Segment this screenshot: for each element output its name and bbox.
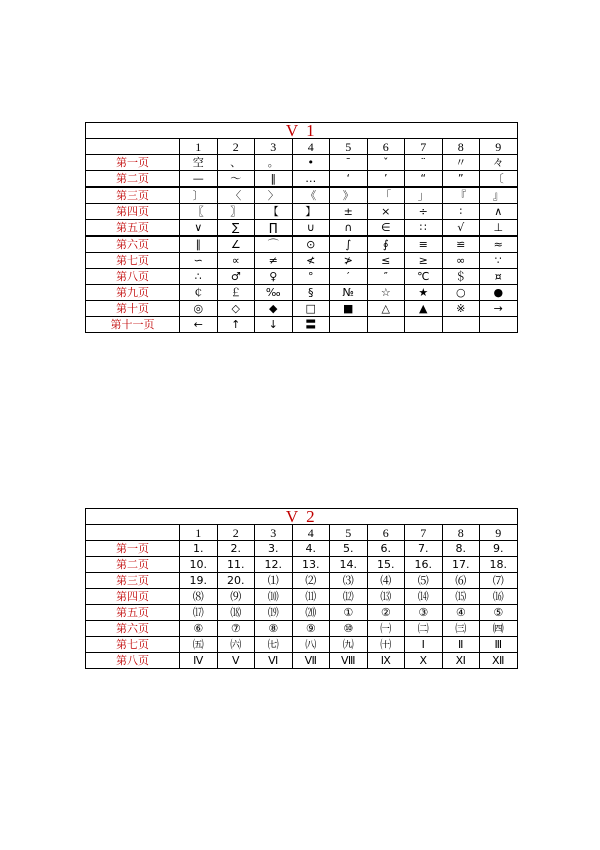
column-header: 4	[292, 525, 330, 541]
table-row	[86, 187, 518, 204]
symbol-cell: ⒅	[217, 605, 255, 621]
symbol-cell: ⑴	[255, 573, 293, 589]
symbol-cell: 10.	[180, 557, 218, 573]
symbol-cell: ∫	[330, 236, 368, 253]
symbol-cell: ⒇	[292, 605, 330, 621]
symbol-cell: 12.	[255, 557, 293, 573]
symbol-cell: 〉	[255, 187, 293, 204]
symbol-cell: ㈣	[480, 621, 518, 637]
symbol-cell: ㈤	[180, 637, 218, 653]
symbol-cell: ′	[330, 269, 368, 285]
symbol-cell: 17.	[442, 557, 480, 573]
symbol-cell: ≯	[330, 253, 368, 269]
symbol-cell: ㈨	[330, 637, 368, 653]
symbol-cell: °	[292, 269, 330, 285]
column-header: 5	[330, 139, 368, 155]
symbol-grid	[85, 508, 518, 669]
table-title: V 1	[86, 123, 518, 139]
symbol-cell: ±	[330, 204, 368, 220]
symbol-cell: 〃	[442, 155, 480, 171]
symbol-cell: §	[292, 285, 330, 301]
column-header-row	[86, 525, 518, 541]
symbol-cell: √	[442, 220, 480, 237]
symbol-cell: ÷	[405, 204, 443, 220]
symbol-cell: 〓	[292, 317, 330, 333]
symbol-cell: ⒃	[480, 589, 518, 605]
symbol-cell: 9.	[480, 541, 518, 557]
table-row	[86, 589, 518, 605]
symbol-cell: ⑿	[330, 589, 368, 605]
table-title: V 2	[86, 509, 518, 525]
symbol-cell: ∠	[217, 236, 255, 253]
symbol-cell: ＄	[442, 269, 480, 285]
symbol-cell	[405, 317, 443, 333]
symbol-cell: ￠	[180, 285, 218, 301]
symbol-cell: ˉ	[330, 155, 368, 171]
symbol-cell: ②	[367, 605, 405, 621]
symbol-cell: 6.	[367, 541, 405, 557]
symbol-cell: Ⅰ	[405, 637, 443, 653]
symbol-cell: ‘	[330, 171, 368, 188]
symbol-cell: Ⅲ	[480, 637, 518, 653]
symbol-cell: №	[330, 285, 368, 301]
symbol-cell: ∵	[480, 253, 518, 269]
symbol-cell: ⊙	[292, 236, 330, 253]
symbol-cell: ～	[217, 171, 255, 188]
symbol-cell: …	[292, 171, 330, 188]
symbol-cell: ≡	[405, 236, 443, 253]
table-row	[86, 653, 518, 669]
symbol-cell: Ⅺ	[442, 653, 480, 669]
symbol-cell: ㈠	[367, 621, 405, 637]
symbol-cell: Ⅵ	[255, 653, 293, 669]
symbol-cell: ≤	[367, 253, 405, 269]
symbol-cell: 〗	[217, 204, 255, 220]
symbol-cell: ∧	[480, 204, 518, 220]
row-label: 第三页	[86, 187, 180, 204]
symbol-cell: 】	[292, 204, 330, 220]
symbol-cell: —	[180, 171, 218, 188]
symbol-cell	[330, 317, 368, 333]
corner-cell	[86, 139, 180, 155]
column-header: 9	[480, 139, 518, 155]
column-header: 1	[180, 525, 218, 541]
column-header: 1	[180, 139, 218, 155]
symbol-cell: ←	[180, 317, 218, 333]
symbol-cell: ⒆	[255, 605, 293, 621]
symbol-cell: ¤	[480, 269, 518, 285]
symbol-table-v1	[85, 122, 517, 333]
symbol-cell: ‰	[255, 285, 293, 301]
symbol-cell: ⑾	[292, 589, 330, 605]
symbol-cell: ④	[442, 605, 480, 621]
symbol-cell: ↑	[217, 317, 255, 333]
symbol-cell: ㈥	[217, 637, 255, 653]
symbol-cell: ”	[442, 171, 480, 188]
symbol-cell: 4.	[292, 541, 330, 557]
symbol-table-v2	[85, 508, 517, 669]
row-label: 第二页	[86, 557, 180, 573]
symbol-cell: ㈦	[255, 637, 293, 653]
row-label: 第五页	[86, 605, 180, 621]
symbol-cell: 18.	[480, 557, 518, 573]
symbol-cell: ∥	[180, 236, 218, 253]
symbol-cell: 8.	[442, 541, 480, 557]
symbol-cell: ∶	[442, 204, 480, 220]
row-label: 第三页	[86, 573, 180, 589]
symbol-cell: 15.	[367, 557, 405, 573]
table-row	[86, 236, 518, 253]
row-label: 第一页	[86, 541, 180, 557]
corner-cell	[86, 525, 180, 541]
symbol-cell: Ⅻ	[480, 653, 518, 669]
symbol-cell: 》	[330, 187, 368, 204]
symbol-cell: 空	[180, 155, 218, 171]
symbol-cell: 「	[367, 187, 405, 204]
row-label: 第八页	[86, 269, 180, 285]
symbol-cell: ⒀	[367, 589, 405, 605]
column-header: 3	[255, 139, 293, 155]
column-header-row	[86, 139, 518, 155]
row-label: 第十一页	[86, 317, 180, 333]
symbol-cell: ∪	[292, 220, 330, 237]
symbol-cell: 7.	[405, 541, 443, 557]
column-header: 7	[405, 525, 443, 541]
row-label: 第五页	[86, 220, 180, 237]
symbol-cell: ⑩	[330, 621, 368, 637]
symbol-cell: ◎	[180, 301, 218, 317]
table-row	[86, 605, 518, 621]
symbol-cell: 々	[480, 155, 518, 171]
symbol-cell: ■	[330, 301, 368, 317]
symbol-cell: 〈	[217, 187, 255, 204]
symbol-cell: •	[292, 155, 330, 171]
symbol-cell: 20.	[217, 573, 255, 589]
row-label: 第六页	[86, 621, 180, 637]
symbol-cell: ⑻	[180, 589, 218, 605]
symbol-cell: “	[405, 171, 443, 188]
symbol-cell	[480, 317, 518, 333]
symbol-cell: ≮	[292, 253, 330, 269]
symbol-cell: ∞	[442, 253, 480, 269]
row-label: 第七页	[86, 637, 180, 653]
symbol-cell: 』	[480, 187, 518, 204]
column-header: 4	[292, 139, 330, 155]
symbol-cell: ∷	[405, 220, 443, 237]
row-label: 第一页	[86, 155, 180, 171]
symbol-cell: ∽	[180, 253, 218, 269]
symbol-cell: ⑼	[217, 589, 255, 605]
column-header: 5	[330, 525, 368, 541]
column-header: 2	[217, 525, 255, 541]
symbol-cell	[367, 317, 405, 333]
column-header: 7	[405, 139, 443, 155]
symbol-cell: ♂	[217, 269, 255, 285]
symbol-cell: ″	[367, 269, 405, 285]
symbol-cell: ∴	[180, 269, 218, 285]
symbol-cell: ↓	[255, 317, 293, 333]
symbol-cell: 14.	[330, 557, 368, 573]
table-row	[86, 573, 518, 589]
row-label: 第九页	[86, 285, 180, 301]
symbol-cell: ˇ	[367, 155, 405, 171]
table-row	[86, 285, 518, 301]
symbol-grid	[85, 122, 518, 333]
symbol-cell: 13.	[292, 557, 330, 573]
symbol-cell: ☆	[367, 285, 405, 301]
row-label: 第八页	[86, 653, 180, 669]
symbol-cell: ⑽	[255, 589, 293, 605]
symbol-cell: 〖	[180, 204, 218, 220]
symbol-cell: △	[367, 301, 405, 317]
table-row	[86, 204, 518, 220]
symbol-cell: ≌	[442, 236, 480, 253]
symbol-cell: Ⅹ	[405, 653, 443, 669]
symbol-cell: ⒄	[180, 605, 218, 621]
symbol-cell: Ⅱ	[442, 637, 480, 653]
symbol-cell: 19.	[180, 573, 218, 589]
symbol-cell: ⑵	[292, 573, 330, 589]
symbol-cell: ㈡	[405, 621, 443, 637]
symbol-cell: ⑹	[442, 573, 480, 589]
symbol-cell: ⊥	[480, 220, 518, 237]
symbol-cell: ¨	[405, 155, 443, 171]
symbol-cell: ⑧	[255, 621, 293, 637]
symbol-cell: 〔	[480, 171, 518, 188]
symbol-cell: 《	[292, 187, 330, 204]
table-row	[86, 317, 518, 333]
symbol-cell: ▲	[405, 301, 443, 317]
symbol-cell: ∈	[367, 220, 405, 237]
symbol-cell: ￡	[217, 285, 255, 301]
symbol-cell: ∝	[217, 253, 255, 269]
symbol-cell: ⒂	[442, 589, 480, 605]
table-row	[86, 557, 518, 573]
symbol-cell: ⑦	[217, 621, 255, 637]
symbol-cell: 3.	[255, 541, 293, 557]
symbol-cell: 11.	[217, 557, 255, 573]
symbol-cell: 【	[255, 204, 293, 220]
symbol-cell: ≠	[255, 253, 293, 269]
row-label: 第六页	[86, 236, 180, 253]
column-header: 3	[255, 525, 293, 541]
symbol-cell: ∮	[367, 236, 405, 253]
symbol-cell: ㈩	[367, 637, 405, 653]
symbol-cell: ⑸	[405, 573, 443, 589]
symbol-cell: Ⅷ	[330, 653, 368, 669]
symbol-cell: ∨	[180, 220, 218, 237]
column-header: 6	[367, 139, 405, 155]
table-row	[86, 220, 518, 237]
symbol-cell: →	[480, 301, 518, 317]
symbol-cell: ∏	[255, 220, 293, 237]
symbol-cell: ∑	[217, 220, 255, 237]
symbol-cell: ③	[405, 605, 443, 621]
table-row	[86, 541, 518, 557]
symbol-cell: ●	[480, 285, 518, 301]
symbol-cell: ⑨	[292, 621, 330, 637]
symbol-cell: ★	[405, 285, 443, 301]
row-label: 第四页	[86, 204, 180, 220]
symbol-cell: ⑤	[480, 605, 518, 621]
symbol-cell: 、	[217, 155, 255, 171]
symbol-cell: ⑷	[367, 573, 405, 589]
symbol-cell: ⑶	[330, 573, 368, 589]
symbol-cell: 。	[255, 155, 293, 171]
symbol-cell: ∩	[330, 220, 368, 237]
symbol-cell: ㈧	[292, 637, 330, 653]
symbol-cell: 5.	[330, 541, 368, 557]
symbol-cell: ⒁	[405, 589, 443, 605]
symbol-cell: ⌒	[255, 236, 293, 253]
symbol-cell: ※	[442, 301, 480, 317]
symbol-cell: 2.	[217, 541, 255, 557]
symbol-cell: 〕	[180, 187, 218, 204]
symbol-cell: 16.	[405, 557, 443, 573]
symbol-cell: 『	[442, 187, 480, 204]
symbol-cell: ⑺	[480, 573, 518, 589]
symbol-cell: ◆	[255, 301, 293, 317]
symbol-cell: ×	[367, 204, 405, 220]
symbol-cell: ‖	[255, 171, 293, 188]
column-header: 6	[367, 525, 405, 541]
table-row	[86, 253, 518, 269]
symbol-cell: 1.	[180, 541, 218, 557]
symbol-cell: ℃	[405, 269, 443, 285]
symbol-cell: ≈	[480, 236, 518, 253]
symbol-cell: Ⅸ	[367, 653, 405, 669]
row-label: 第四页	[86, 589, 180, 605]
column-header: 2	[217, 139, 255, 155]
symbol-cell	[442, 317, 480, 333]
row-label: 第十页	[86, 301, 180, 317]
table-row	[86, 155, 518, 171]
symbol-cell: Ⅴ	[217, 653, 255, 669]
symbol-cell: ○	[442, 285, 480, 301]
column-header: 9	[480, 525, 518, 541]
symbol-cell: ♀	[255, 269, 293, 285]
table-row	[86, 621, 518, 637]
table-row	[86, 269, 518, 285]
symbol-cell: ㈢	[442, 621, 480, 637]
symbol-cell: ①	[330, 605, 368, 621]
symbol-cell: ’	[367, 171, 405, 188]
symbol-cell: ≥	[405, 253, 443, 269]
column-header: 8	[442, 525, 480, 541]
row-label: 第二页	[86, 171, 180, 188]
table-row	[86, 301, 518, 317]
symbol-cell: ⑥	[180, 621, 218, 637]
table-row	[86, 171, 518, 188]
column-header: 8	[442, 139, 480, 155]
symbol-cell: □	[292, 301, 330, 317]
row-label: 第七页	[86, 253, 180, 269]
table-row	[86, 637, 518, 653]
symbol-cell: Ⅳ	[180, 653, 218, 669]
symbol-cell: Ⅶ	[292, 653, 330, 669]
symbol-cell: 」	[405, 187, 443, 204]
symbol-cell: ◇	[217, 301, 255, 317]
